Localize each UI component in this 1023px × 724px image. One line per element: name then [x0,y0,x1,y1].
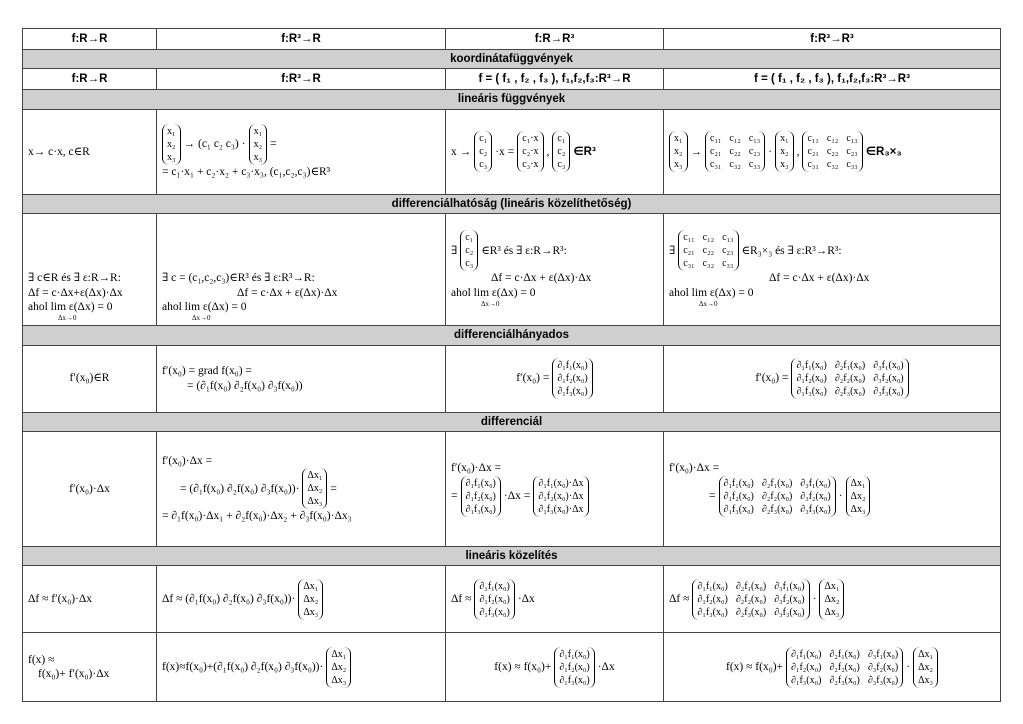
c-vector: c₁ c₂ c₃ [552,131,570,172]
derivative-column: ∂₁f₁(x₀) ∂₁f₂(x₀) ∂₁f₃(x₀) [461,476,501,517]
linear-row [23,109,1001,194]
coord-col-2: f:R³→R [157,69,446,90]
deriv-col-2: f′(x₀) = grad f(x₀) = = (∂₁f(x₀) ∂₂f(x₀) ∂₃f(x₀)) [157,345,446,412]
header-col-2: f:R³→R [157,29,446,50]
coord-col-4: f = ( f₁ , f₂ , f₃ ), f₁,f₂,f₃:R³→R³ [664,69,1001,90]
section-differentiability: differenciálhatóság (lineáris közelíthetőség) [23,194,1001,213]
approx-row-1 [23,566,1001,633]
header-col-1: f:R→R [23,29,157,50]
differential-col-4: f′(x₀)·Δx = = ∂₁f₁(x₀) ∂₂f₁(x₀) ∂₃f₁(x₀) ∂₁f₂(x₀) ∂₂f₂(x₀) ∂₃f₂(x₀) ∂₁f₃(x₀) ∂₂f₃(x₀) ∂₃f₃(x₀) · Δx₁ Δx₂ Δx₃ [664,431,1001,546]
jacobian-matrix: ∂₁f₁(x₀) ∂₂f₁(x₀) ∂₃f₁(x₀) ∂₁f₂(x₀) ∂₂f₂(x₀) ∂₃f₂(x₀) ∂₁f₃(x₀) ∂₂f₃(x₀) ∂₃f₃(x₀) [692,579,809,620]
coord-col-3: f = ( f₁ , f₂ , f₃ ), f₁,f₂,f₃:R³→R [446,69,664,90]
deriv-col-3: f′(x₀) = ∂₁f₁(x₀) ∂₁f₂(x₀) ∂₁f₃(x₀) [446,345,664,412]
c-matrix: c₁₁ c₁₂ c₁₃ c₂₁ c₂₂ c₂₃ c₃₁ c₃₂ c₃₃ [705,131,765,172]
header-col-3: f:R→R³ [446,29,664,50]
section-approximation: lineáris közelítés [23,546,1001,565]
dx-vector: Δx₁ Δx₂ Δx₃ [913,647,938,688]
approx1-col-1: Δf ≈ f′(x₀)·Δx [23,566,157,633]
diff-col-4: ∃ c₁₁ c₁₂ c₁₃ c₂₁ c₂₂ c₂₃ c₃₁ c₃₂ c₃₃ ∈R₃×₃ és ∃ ε:R³→R³: Δf = c·Δx + ε(Δx)·Δx ahol lim ε(Δx) = 0 Δx→0 [664,214,1001,326]
deriv-col-4: f′(x₀) = ∂₁f₁(x₀) ∂₂f₁(x₀) ∂₃f₁(x₀) ∂₁f₂(x₀) ∂₂f₂(x₀) ∂₃f₂(x₀) ∂₁f₃(x₀) ∂₂f₃(x₀) ∂₃f₃(x₀) [664,345,1001,412]
c-vector: c₁ c₂ c₃ [460,230,478,271]
differential-col-3: f′(x₀)·Δx = = ∂₁f₁(x₀) ∂₁f₂(x₀) ∂₁f₃(x₀) ·Δx = ∂₁f₁(x₀)·Δx ∂₁f₂(x₀)·Δx ∂₁f₃(x₀)·Δx [446,431,664,546]
x-vector: x₁ x₂ x₃ [669,131,688,172]
derivative-column: ∂₁f₁(x₀) ∂₁f₂(x₀) ∂₁f₃(x₀) [474,579,514,620]
approx1-col-4: Δf ≈ ∂₁f₁(x₀) ∂₂f₁(x₀) ∂₃f₁(x₀) ∂₁f₂(x₀) ∂₂f₂(x₀) ∂₃f₂(x₀) ∂₁f₃(x₀) ∂₂f₃(x₀) ∂₃f₃(x₀) · Δx₁ Δx₂ Δx₃ [664,566,1001,633]
formula-table [22,28,1001,702]
differential-col-1: f′(x₀)·Δx [23,431,157,546]
cx-vector: c₁·x c₂·x c₃·x [517,131,543,172]
header-col-4: f:R³→R³ [664,29,1001,50]
dx-vector: Δx₁ Δx₂ Δx₃ [298,579,323,620]
linear-col-1 [23,109,157,194]
linear-col-3: x → c₁ c₂ c₃ ·x = c₁·x c₂·x c₃·x , c₁ c₂ c₃ ∈R³ [446,109,664,194]
derivative-times-dx-column: ∂₁f₁(x₀)·Δx ∂₁f₂(x₀)·Δx ∂₁f₃(x₀)·Δx [533,476,588,517]
approx-row-2 [23,633,1001,702]
section-coordinates: koordinátafüggvények [23,50,1001,69]
deriv-col-1: f′(x₀)∈R [23,345,157,412]
dx-vector: Δx₁ Δx₂ Δx₃ [819,579,844,620]
linear-expanded: = c₁·x₁ + c₂·x₂ + c₃·x₃, (c₁,c₂,c₃)∈R³ [162,166,331,179]
x-vector: x₁ x₂ x₃ [162,124,181,165]
approx2-col-3: f(x) ≈ f(x₀)+ ∂₁f₁(x₀) ∂₁f₂(x₀) ∂₁f₃(x₀) ·Δx [446,633,664,702]
c-matrix: c₁₁ c₁₂ c₁₃ c₂₁ c₂₂ c₂₃ c₃₁ c₃₂ c₃₃ [802,131,862,172]
approx2-col-2: f(x)≈f(x₀)+(∂₁f(x₀) ∂₂f(x₀) ∂₃f(x₀))· Δx₁ Δx₂ Δx₃ [157,633,446,702]
coord-col-1: f:R→R [23,69,157,90]
derivative-column: ∂₁f₁(x₀) ∂₁f₂(x₀) ∂₁f₃(x₀) [554,647,594,688]
linear-col-2: x₁ x₂ x₃ → (c₁ c₂ c₃) · x₁ x₂ x₃ = = c₁·x₁ + c₂·x₂ + c₃·x₃, (c₁,c₂,c₃)∈R³ [157,109,446,194]
section-linear: lineáris függvények [23,90,1001,109]
c-row-vector: (c₁ c₂ c₃) [198,138,239,151]
header-row [23,29,1001,50]
differential-row [23,431,1001,546]
jacobian-matrix: ∂₁f₁(x₀) ∂₂f₁(x₀) ∂₃f₁(x₀) ∂₁f₂(x₀) ∂₂f₂(x₀) ∂₃f₂(x₀) ∂₁f₃(x₀) ∂₂f₃(x₀) ∂₃f₃(x₀) [719,476,836,517]
section-differential: differenciál [23,412,1001,431]
approx1-col-3: Δf ≈ ∂₁f₁(x₀) ∂₁f₂(x₀) ∂₁f₃(x₀) ·Δx [446,566,664,633]
linear-scalar-formula: x→ c·x, c∈R [28,145,90,158]
linear-col-4: x₁ x₂ x₃ → c₁₁ c₁₂ c₁₃ c₂₁ c₂₂ c₂₃ c₃₁ c₃₂ c₃₃ · x₁ x₂ x₃ , c₁₁ c₁₂ c₁₃ c₂₁ c₂₂ c₂₃ c₃₁ c₃₂ c₃₃ ∈R₃×₃ [664,109,1001,194]
c-vector: c₁ c₂ c₃ [474,131,492,172]
x-vector: x₁ x₂ x₃ [249,124,268,165]
approx2-col-1: f(x) ≈ f(x₀)+ f′(x₀)·Δx [23,633,157,702]
derivative-column: ∂₁f₁(x₀) ∂₁f₂(x₀) ∂₁f₃(x₀) [552,358,592,399]
diff-col-3: ∃ c₁ c₂ c₃ ∈R³ és ∃ ε:R→R³: Δf = c·Δx + ε(Δx)·Δx ahol lim ε(Δx) = 0 Δx→0 [446,214,664,326]
derivative-row [23,345,1001,412]
jacobian-matrix: ∂₁f₁(x₀) ∂₂f₁(x₀) ∂₃f₁(x₀) ∂₁f₂(x₀) ∂₂f₂(x₀) ∂₃f₂(x₀) ∂₁f₃(x₀) ∂₂f₃(x₀) ∂₃f₃(x₀) [786,647,903,688]
section-derivative: differenciálhányados [23,326,1001,345]
diff-col-1: ∃ c∈R és ∃ ε:R→R: Δf = c·Δx+ε(Δx)·Δx ahol lim ε(Δx) = 0 Δx→0 [23,214,157,326]
coord-row [23,69,1001,90]
dx-vector: Δx₁ Δx₂ Δx₃ [846,476,871,517]
diff-col-2: ∃ c = (c₁,c₂,c₃)∈R³ és ∃ ε:R³→R: Δf = c·Δx + ε(Δx)·Δx ahol lim ε(Δx) = 0 Δx→0 [157,214,446,326]
x-vector: x₁ x₂ x₃ [775,131,794,172]
c-matrix: c₁₁ c₁₂ c₁₃ c₂₁ c₂₂ c₂₃ c₃₁ c₃₂ c₃₃ [678,230,738,271]
differential-col-2: f′(x₀)·Δx = = (∂₁f(x₀) ∂₂f(x₀) ∂₃f(x₀))· Δx₁ Δx₂ Δx₃ = = ∂₁f(x₀)·Δx₁ + ∂₂f(x₀)·Δx₂ + ∂₃f(x₀)·Δx₃ [157,431,446,546]
jacobian-matrix: ∂₁f₁(x₀) ∂₂f₁(x₀) ∂₃f₁(x₀) ∂₁f₂(x₀) ∂₂f₂(x₀) ∂₃f₂(x₀) ∂₁f₃(x₀) ∂₂f₃(x₀) ∂₃f₃(x₀) [791,358,908,399]
approx2-col-4: f(x) ≈ f(x₀)+ ∂₁f₁(x₀) ∂₂f₁(x₀) ∂₃f₁(x₀) ∂₁f₂(x₀) ∂₂f₂(x₀) ∂₃f₂(x₀) ∂₁f₃(x₀) ∂₂f₃(x₀) ∂₃f₃(x₀) · Δx₁ Δx₂ Δx₃ [664,633,1001,702]
approx1-col-2: Δf ≈ (∂₁f(x₀) ∂₂f(x₀) ∂₃f(x₀))· Δx₁ Δx₂ Δx₃ [157,566,446,633]
dx-vector: Δx₁ Δx₂ Δx₃ [326,647,351,688]
dx-vector: Δx₁ Δx₂ Δx₃ [302,468,327,509]
differentiability-row [23,214,1001,326]
